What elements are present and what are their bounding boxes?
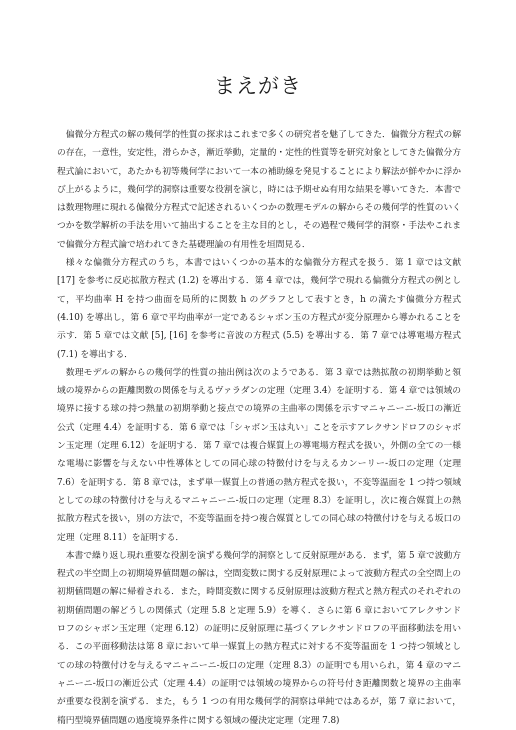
page-title: まえがき <box>214 74 302 98</box>
paragraph-3: 数理モデルの解からの幾何学的性質の抽出例は次のようである．第 3 章では熱拡散の初期挙動と領域の境界からの距離関数の関係を与えるヴァラダンの定理（定理 3.4）を証明する．第 4 章では領域の境界に接する球の持つ熱量の初期挙動と接点での境界の主曲率の関係を示すマニャニーニ-坂口の漸近公式（定理 4.4）を証明する．第 6 章では「シャボン玉は丸い」ことを示すアレクサンドロフのシャボン玉定理（定理 6.12）を証明する．第 7 章では複合媒質上の導電場方程式を扱い，外側の全ての一様な電場に影響を与えない中性導体としての同心球の特徴付けを与えるカンーリー-坂口の定理（定理 7.6）を証明する．第 8 章では，まず単一媒質上の普通の熱方程式を扱い，不変等温面を 1 つ持つ領域としての球の特徴付けを与えるマニャニーニ-坂口の定理（定理 8.3）を証明し，次に複合媒質上の熱拡散方程式を扱い，別の方法で，不変等温面を持つ複合媒質としての同心球の特徴付けを与える坂口の定理（定理 8.11）を証明する． <box>57 367 461 543</box>
body-text <box>57 126 461 730</box>
paragraph-4: 本書で繰り返し現れ重要な役割を演ずる幾何学的洞察として反射原理がある．まず，第 5 章で波動方程式の半空間上の初期境界値問題の解は，空間変数に関する反射原理によって波動方程式の全空間上の初期値問題の解に帰着される．また，時間変数に関する反射原理は波動方程式と熱方程式のそれぞれの初期値問題の解どうしの関係式（定理 5.8 と定理 5.9）を導く．さらに第 6 章においてアレクサンドロフのシャボン玉定理（定理 6.12）の証明に反射原理に基づくアレクサンドロフの平面移動法を用いる．この平面移動法は第 8 章において単一媒質上の熱方程式に対する不変等温面を 1 つ持つ領域としての球の特徴付けを与えるマニャニーニ-坂口の定理（定理 8.3）の証明でも用いられ，第 4 章のマニャニーニ-坂口の漸近公式（定理 4.4）の証明では領域の境界からの符号付き距離関数と境界の主曲率が重要な役割を演ずる．また，もう 1 つの有用な幾何学的洞察は単純ではあるが，第 7 章において，楕円型境界値問題の過度境界条件に関する領域の優決定定理（定理 7.8) <box>57 550 461 726</box>
paragraph-1: 偏微分方程式の解の幾何学的性質の探求はこれまで多くの研究者を魅了してきた．偏微分方程式の解の存在，一意性，安定性，滑らかさ，漸近挙動，定量的・定性的性質等を研究対象としてきた偏微分方程式論において，あたかも初等幾何学において一本の補助線を発見することにより解法が鮮やかに浮かび上がるように，幾何学的洞察は重要な役割を演じ，時には予期せぬ有用な結果を導いてきた．本書では数理物理に現れる偏微分方程式で記述されるいくつかの数理モデルの解からその幾何学的性質のいくつかを数学解析の手法を用いて抽出することを主な目的とし，その過程で幾何学的洞察・手法やこれまで偏微分方程式論で培われてきた基礎理論の有用性を垣間見る． <box>57 130 461 250</box>
paragraph-2: 様々な偏微分方程式のうち，本書ではいくつかの基本的な偏微分方程式を扱う．第 1 章では文献 [17] を参考に反応拡散方程式 (1.2) を導出する．第 4 章では，幾何学で現れる偏微分方程式の例として，平均曲率 H を持つ曲面を局所的に関数 h のグラフとして表すとき，h の満たす偏微分方程式 (4.10) を導出し，第 6 章で平均曲率が一定であるシャボン玉の方程式が変分原理から導かれることを示す．第 5 章では文献 [5], [16] を参考に音波の方程式 (5.5) を導出する．第 7 章では導電場方程式 (7.1) を導出する． <box>57 258 461 360</box>
